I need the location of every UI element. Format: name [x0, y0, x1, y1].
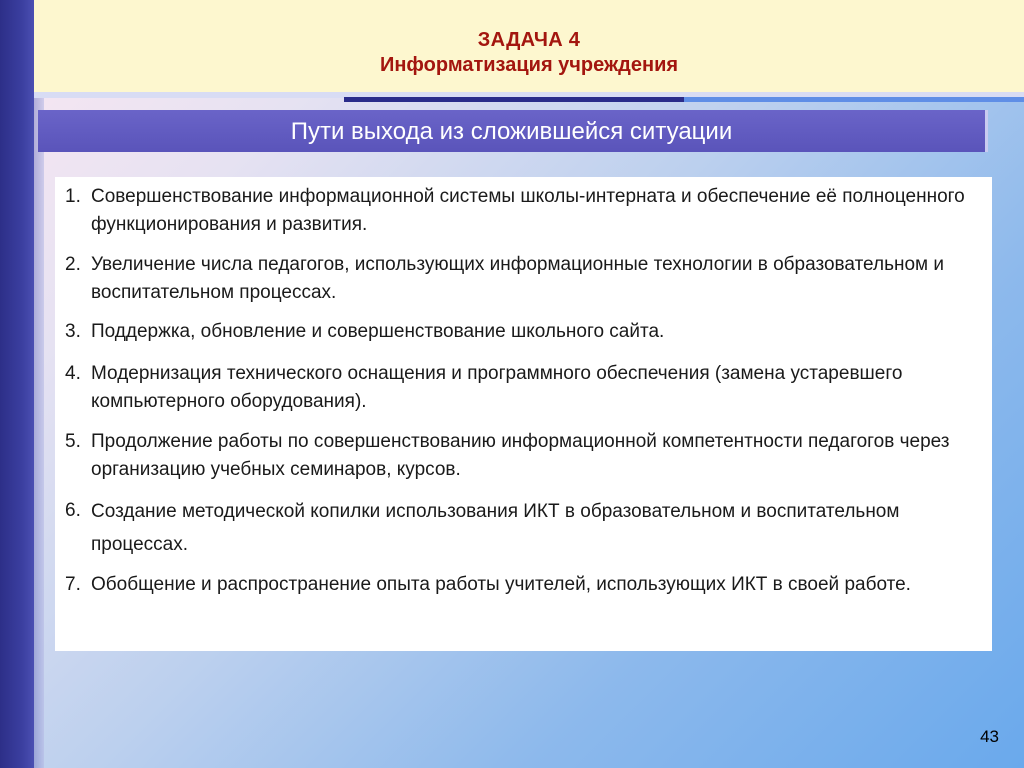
section-header: [38, 110, 988, 152]
list-item: [65, 318, 965, 346]
list-item-text: Обобщение и распространение опыта работы учителей, использующих ИКТ в своей работе.: [91, 574, 911, 595]
slide-subtitle: Информатизация учреждения: [379, 54, 679, 76]
slide-title: ЗАДАЧА 4: [477, 29, 581, 51]
decorative-stripe-dark: [344, 97, 684, 102]
list-item-number: 6.: [65, 500, 81, 521]
decorative-stripe-blue: [684, 97, 1024, 102]
list-item-number: 7.: [65, 574, 81, 595]
list-item-text: Модернизация технического оснащения и программного обеспечения (замена устаревшего компьютерного оборудования).: [91, 363, 903, 412]
title-area: [34, 0, 1024, 92]
section-header-text: Пути выхода из сложившейся ситуации: [290, 118, 733, 145]
list-item-text: Поддержка, обновление и совершенствование школьного сайта.: [91, 321, 665, 342]
list-item-number: 4.: [65, 363, 81, 384]
list-item-number: 2.: [65, 254, 81, 275]
list-item-text: Увеличение числа педагогов, использующих информационные технологии в образовательном и воспитательном процессах.: [91, 254, 944, 303]
list-item: [65, 183, 965, 239]
list-item-text: Совершенствование информационной системы школы-интерната и обеспечение её полноценного функционирования и развития.: [91, 186, 965, 235]
list-item: [65, 495, 965, 561]
list-item: [65, 571, 965, 599]
content-box: [55, 177, 992, 651]
page-number: 43: [980, 727, 999, 746]
list-item-text: Создание методической копилки использования ИКТ в образовательном и воспитательном процессах.: [91, 501, 900, 555]
list-item-number: 1.: [65, 186, 81, 207]
list-item-text: Продолжение работы по совершенствованию информационной компетентности педагогов через организацию учебных семинаров, курсов.: [91, 431, 950, 480]
list-item-number: 5.: [65, 431, 81, 452]
list-item: [65, 360, 965, 416]
list-item-number: 3.: [65, 321, 81, 342]
list-item: [65, 428, 965, 484]
left-decorative-bar: [0, 0, 34, 768]
list-item: [65, 251, 965, 307]
